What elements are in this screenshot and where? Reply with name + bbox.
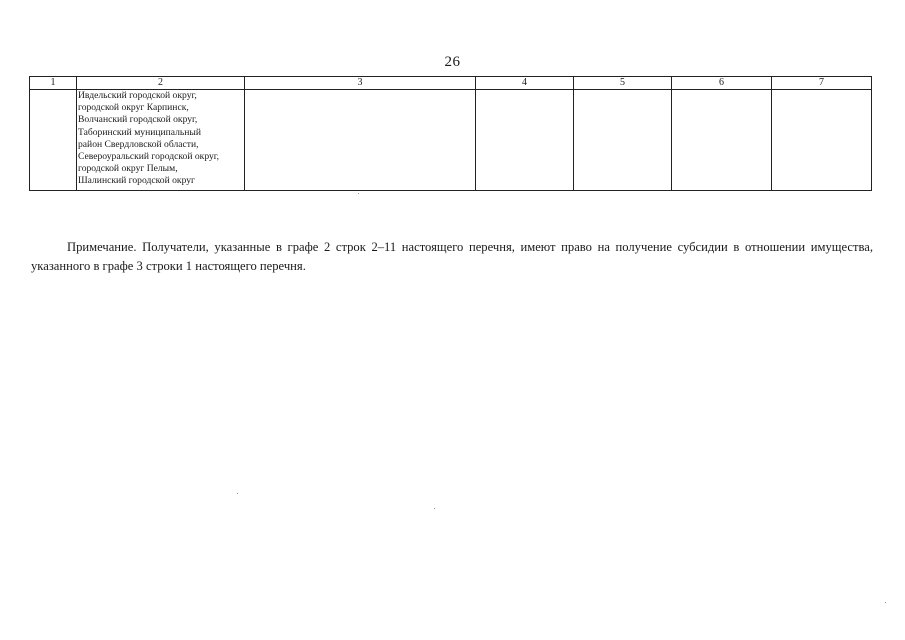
- recipient-line: Ивдельский городской округ,: [78, 90, 197, 101]
- recipient-line: городской округ Пелым,: [78, 163, 178, 175]
- cell-col-5: [574, 90, 672, 191]
- footnote-text: Примечание. Получатели, указанные в графе 2 строк 2–11 настоящего перечня, имеют право на получение субсидии в отношении имущества, указанного в графе 3 строки 1 настоящего перечня.: [31, 239, 873, 273]
- cell-col-1: [30, 90, 77, 191]
- recipients-table: [29, 76, 872, 191]
- scan-speck: [237, 493, 238, 494]
- column-header-3: 3: [245, 77, 476, 90]
- table-row: [30, 90, 872, 191]
- table-header-row: [30, 77, 872, 90]
- recipient-line: Шалинский городской округ: [78, 175, 195, 187]
- recipient-line: Волчанский городской округ,: [78, 114, 198, 126]
- column-header-1: 1: [30, 77, 77, 90]
- scan-speck: [434, 508, 435, 509]
- column-header-7: 7: [772, 77, 872, 90]
- column-header-5: 5: [574, 77, 672, 90]
- recipient-line: городской округ Карпинск,: [78, 102, 189, 114]
- cell-col-4: [476, 90, 574, 191]
- column-header-4: 4: [476, 77, 574, 90]
- recipient-line: Североуральский городской округ,: [78, 151, 220, 163]
- recipient-line: Таборинский муниципальный: [78, 126, 201, 138]
- page-number: 26: [444, 54, 461, 70]
- recipient-line: район Свердловской области,: [78, 138, 199, 150]
- scan-speck: [358, 193, 359, 194]
- cell-col-2-recipients: [77, 90, 245, 191]
- cell-col-6: [672, 90, 772, 191]
- column-header-6: 6: [672, 77, 772, 90]
- recipients-list: [77, 90, 244, 188]
- cell-col-7: [772, 90, 872, 191]
- column-header-2: 2: [77, 77, 245, 90]
- cell-col-3: [245, 90, 476, 191]
- scan-speck: [885, 602, 886, 603]
